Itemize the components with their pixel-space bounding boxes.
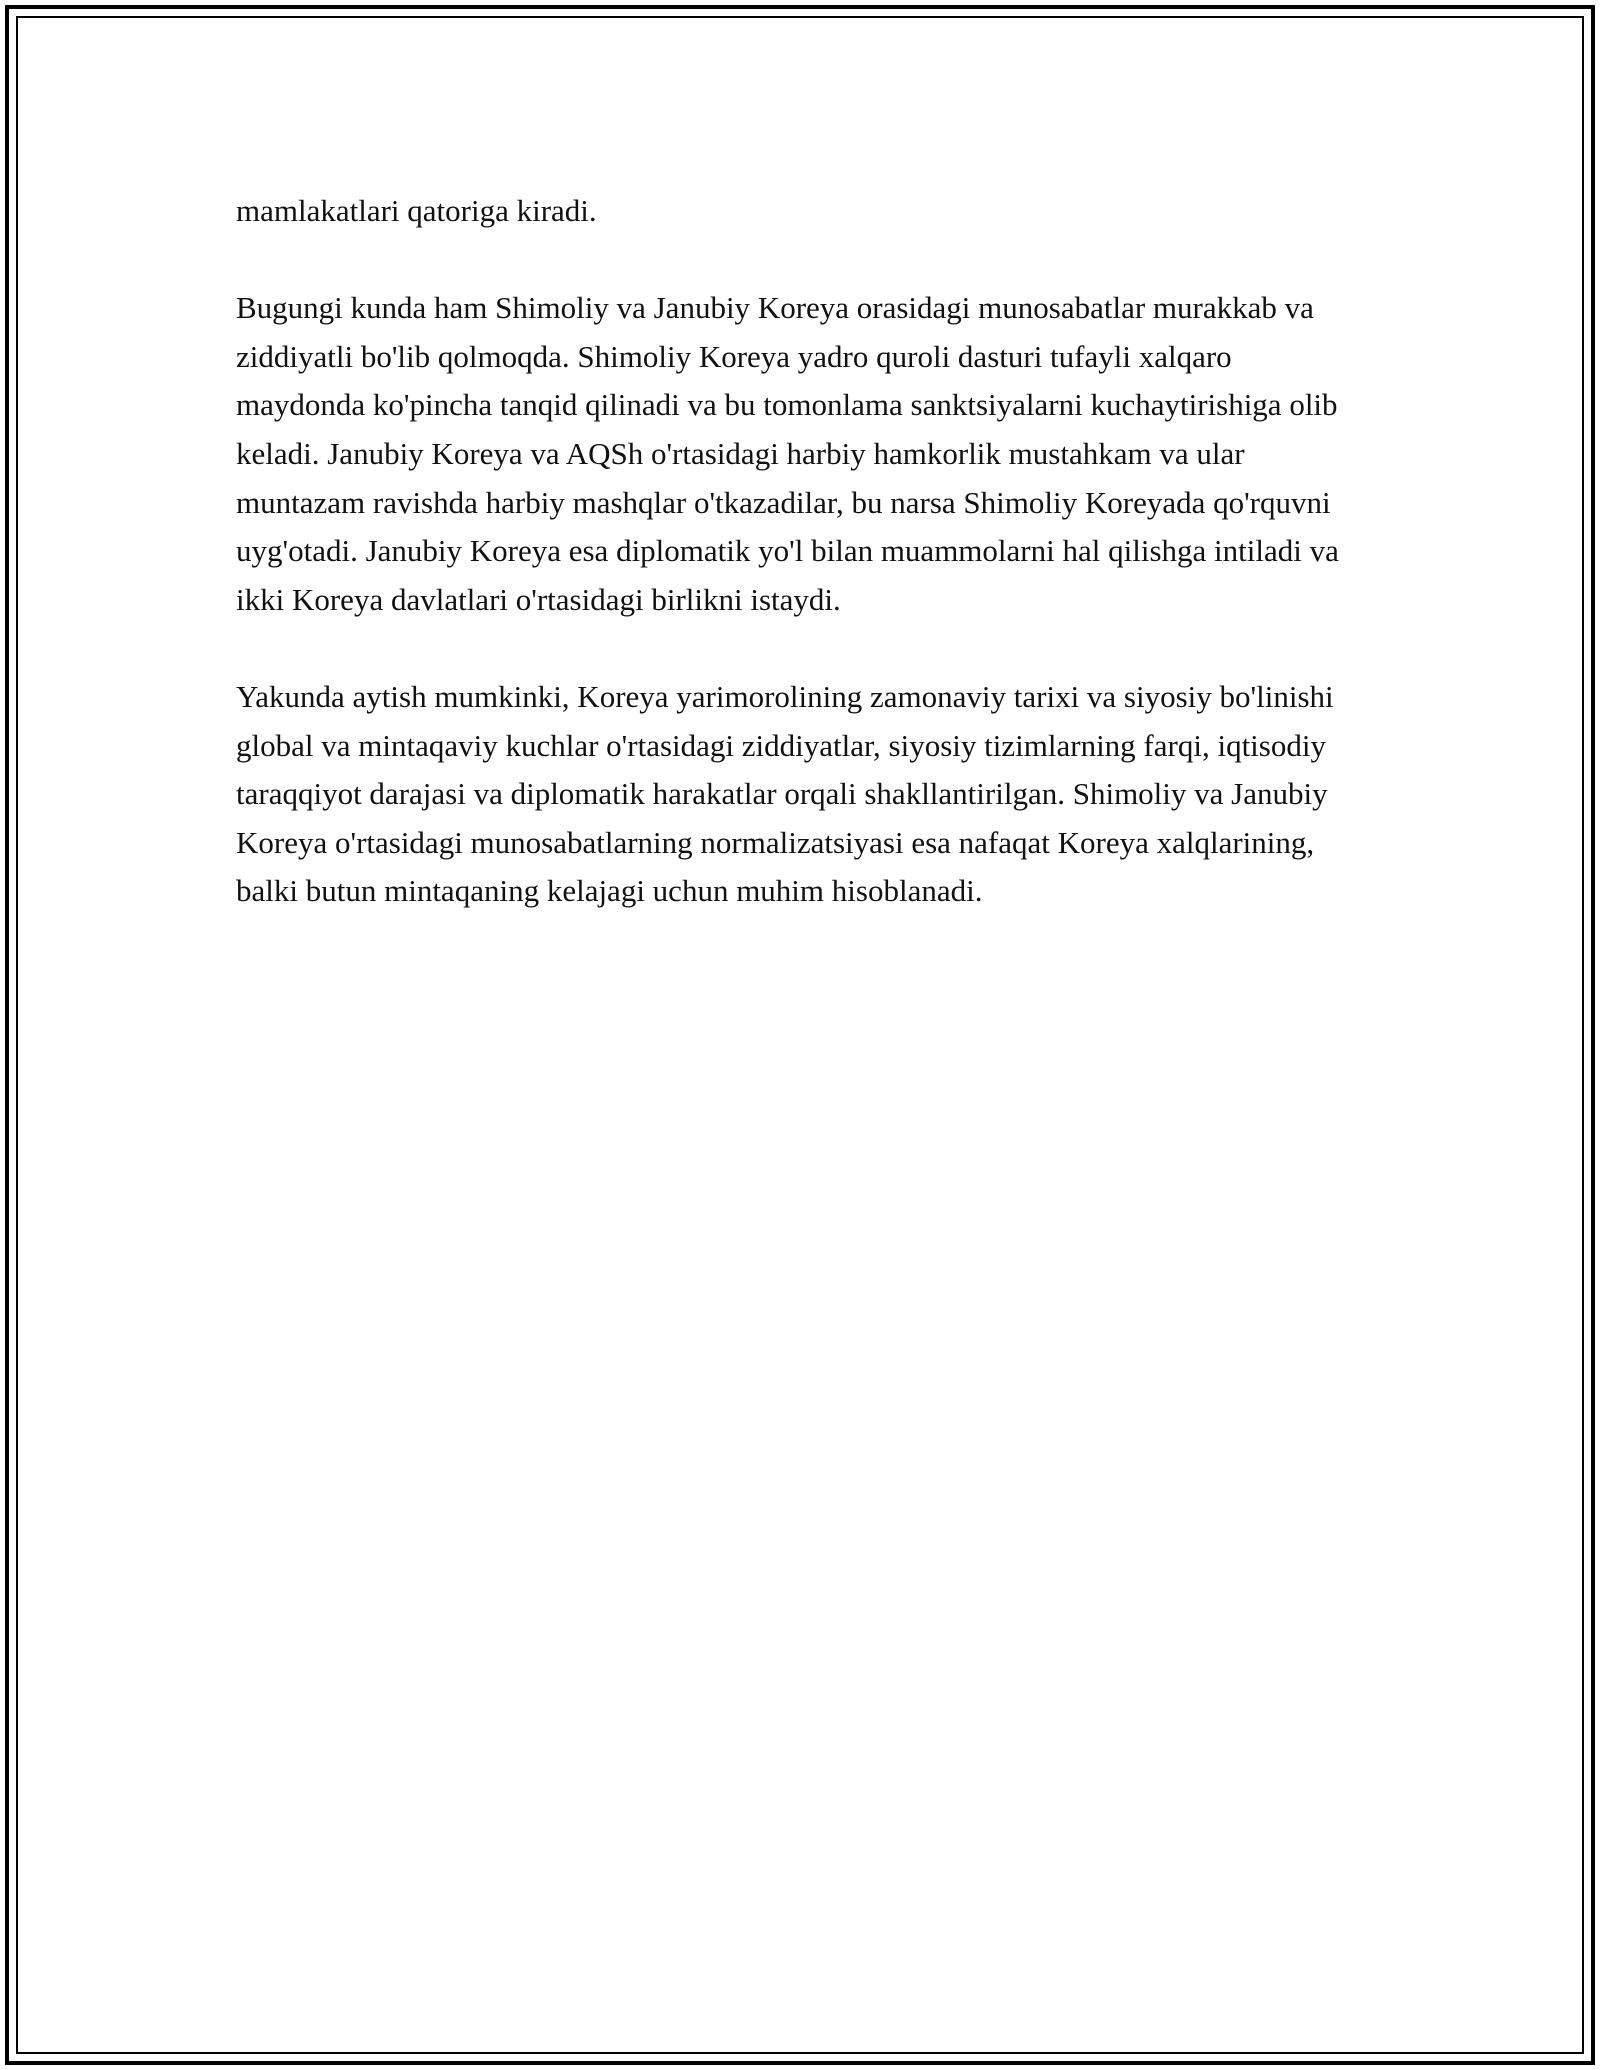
paragraph-current-relations: Bugungi kunda ham Shimoliy va Janubiy Koreya orasidagi munosabatlar murakkab va ziddiyatli bo'lib qolmoqda. Shimoliy Koreya yadro quroli dasturi tufayli xalqaro maydonda ko'pincha tanqid qilinadi va bu tomonlama sanktsiyalarni kuchaytirishiga olib keladi. Janubiy Koreya va AQSh o'rtasidagi harbiy hamkorlik mustahkam va ular muntazam ravishda harbiy mashqlar o'tkazadilar, bu narsa Shimoliy Koreyada qo'rquvni uyg'otadi. Janubiy Koreya esa diplomatik yo'l bilan muammolarni hal qilishga intiladi va ikki Koreya davlatlari o'rtasidagi birlikni istaydi. (236, 290, 1339, 617)
paragraph-continuation: mamlakatlari qatoriga kiradi. (236, 193, 597, 228)
document-body (236, 187, 1366, 965)
paragraph-conclusion: Yakunda aytish mumkinki, Koreya yarimorolining zamonaviy tarixi va siyosiy bo'linishi global va mintaqaviy kuchlar o'rtasidagi ziddiyatlar, siyosiy tizimlarning farqi, iqtisodiy taraqqiyot darajasi va diplomatik harakatlar orqali shakllantirilgan. Shimoliy va Janubiy Koreya o'rtasidagi munosabatlarning normalizatsiyasi esa nafaqat Koreya xalqlarining, balki butun mintaqaning kelajagi uchun muhim hisoblanadi. (236, 678, 1334, 909)
